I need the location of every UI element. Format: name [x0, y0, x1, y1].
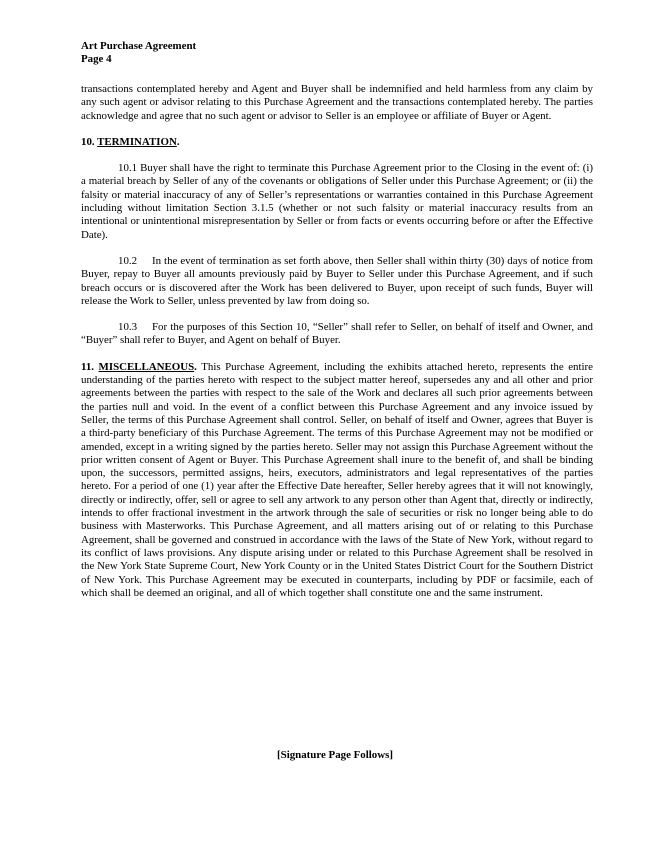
- section-11-heading: [81, 361, 197, 373]
- page-number: Page 4: [81, 53, 112, 66]
- section-11-text: This Purchase Agreement, including the exhibits attached hereto, represents the entire understanding of the parties hereto with respect to the subject matter hereof, supersedes any and all other and prior agreements between the parties with respect to the sale of the Work and declares all such prior agreements between the parties null and void. In the event of a conflict between this Purchase Agreement and any invoice issued by Seller, the terms of this Purchase Agreement shall control. Seller, on behalf of itself and Owner, agrees that Buyer is a third-party beneficiary of this Purchase Agreement. The terms of this Purchase Agreement may not be modified or amended, except in a writing signed by the parties hereto. Seller may not assign this Purchase Agreement without the prior written consent of Agent or Buyer. This Purchase Agreement shall inure to the benefit of, and shall be binding upon, the successors, permitted assigns, heirs, executors, administrators and legal representatives of the parties hereto. For a period of one (1) year after the Effective Date hereafter, Seller hereby agrees that it will not knowingly, directly or indirectly, offer, sell or agree to sell any artwork to any person other than Agent that, directly or indirectly, intends to offer fractional investment in the artwork through the sale of securities or risk no longer being able to do business with Masterworks. This Purchase Agreement, and all matters arising out of or relating to this Purchase Agreement, shall be governed and construed in accordance with the laws of the State of New York, without regard to its conflict of laws provisions. Any dispute arising under or related to this Purchase Agreement shall be resolved in the New York State Supreme Court, New York County or in the United States District Court for the Southern District of New York. This Purchase Agreement may be executed in counterparts, including by PDF or facsimile, each of which shall be deemed an original, and all of which together shall constitute one and the same instrument.: [81, 360, 593, 599]
- section-10-2-number: 10.2: [118, 254, 138, 267]
- section-10-number: 10.: [81, 135, 98, 148]
- continuation-paragraph: transactions contemplated hereby and Agent and Buyer shall be indemnified and held harmless from any claim by any such agent or advisor relating to this Purchase Agreement and the transactions contemplated hereby. The parties acknowledge and agree that no such agent or advisor to Seller is an employee or affiliate of Buyer or Agent.: [81, 83, 593, 122]
- section-10-2-text: In the event of termination as set forth above, then Seller shall within thirty (30) days of notice from Buyer, repay to Buyer all amounts previously paid by Buyer to Seller under this Purchase Agreement, and if such breach occurs or is discovered after the Work has been delivered to Buyer, upon receipt of such funds, Buyer will release the Work to Seller, unless prevented by law from doing so.: [81, 254, 593, 307]
- section-10-3-text: For the purposes of this Section 10, “Seller” shall refer to Seller, on behalf of itself and Owner, and “Buyer” shall refer to Buyer, and Agent on behalf of Buyer.: [81, 321, 593, 347]
- section-10-title-suffix: .: [176, 135, 180, 148]
- section-10-3-number: 10.3: [118, 321, 138, 334]
- section-10-3-paragraph: [81, 321, 593, 348]
- document-title: Art Purchase Agreement: [81, 40, 197, 52]
- page-header: [81, 40, 196, 67]
- section-11-paragraph: [81, 361, 593, 600]
- signature-page-note: [Signature Page Follows]: [277, 749, 393, 761]
- document-body: [81, 83, 593, 600]
- section-10-heading: [81, 136, 593, 149]
- section-11-title-suffix: .: [194, 360, 197, 373]
- section-10-title: TERMINATION: [97, 135, 177, 148]
- section-10-2-paragraph: [81, 255, 593, 308]
- section-10-1-paragraph: 10.1 Buyer shall have the right to terminate this Purchase Agreement prior to the Closing in the event of: (i) a material breach by Seller of any of the covenants or obligations of Seller under this Purchase Agreement; or (ii) the falsity or material inaccuracy of any of Seller’s representations or warranties contained in this Purchase Agreement including without limitation Section 3.1.5 (whether or not such falsity or material inaccuracy results from an intentional or unintentional misrepresentation by Seller or from facts or events occurring before or after the Effective Date).: [81, 162, 593, 241]
- section-11-number: 11.: [81, 360, 99, 373]
- section-11-title: MISCELLANEOUS: [98, 360, 195, 373]
